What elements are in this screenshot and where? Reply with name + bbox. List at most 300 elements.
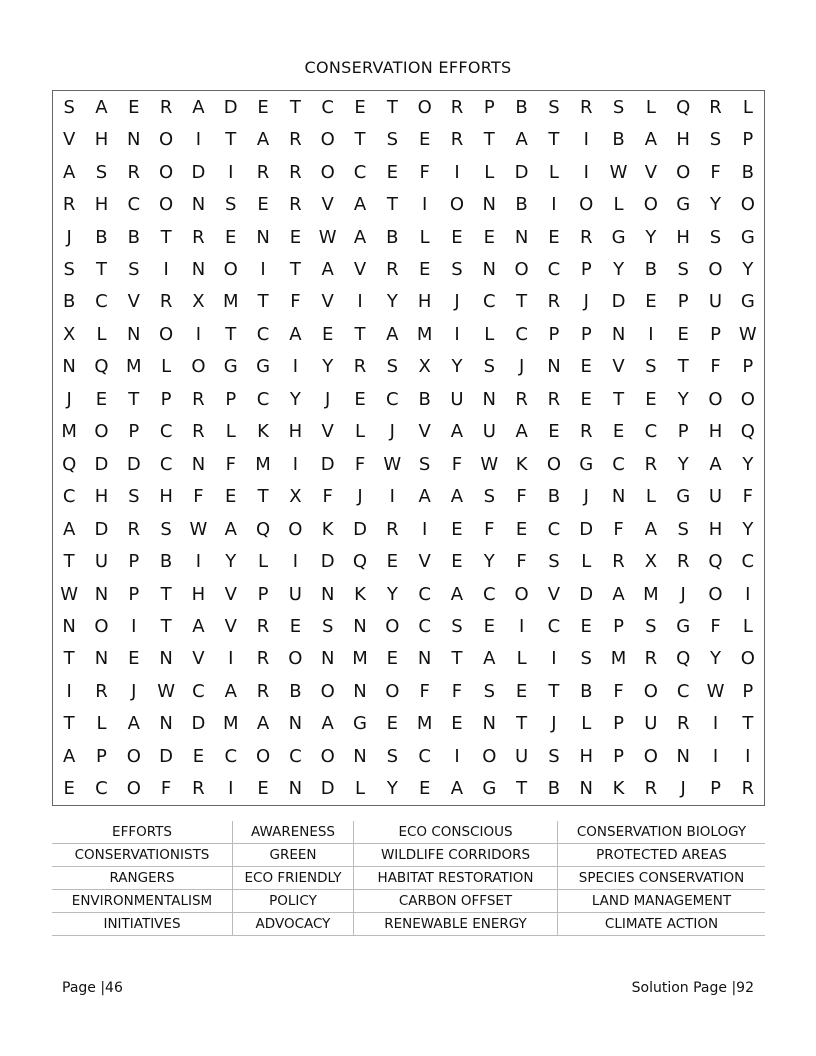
grid-letter: C — [256, 323, 270, 345]
grid-letter: D — [159, 745, 174, 767]
grid-letter: E — [451, 551, 463, 573]
grid-letter: B — [418, 388, 431, 410]
grid-letter: N — [127, 323, 141, 345]
grid-letter: S — [483, 486, 495, 508]
grid-letter: P — [677, 421, 689, 443]
grid-letter: P — [742, 356, 754, 378]
grid-letter: R — [256, 648, 270, 670]
grid-letter: R — [579, 226, 593, 248]
grid-letter: A — [289, 323, 302, 345]
grid-letter: N — [482, 388, 497, 410]
grid-letter: H — [708, 518, 723, 540]
grid-letter: R — [709, 96, 722, 118]
grid-letter: J — [357, 486, 363, 508]
grid-letter: R — [192, 421, 205, 443]
grid-letter: O — [708, 583, 723, 605]
grid-letter: I — [551, 648, 557, 670]
word-list-item: GREEN — [233, 844, 354, 867]
grid-letter: B — [547, 486, 561, 508]
grid-letter: R — [353, 356, 367, 378]
grid-letter: N — [482, 194, 497, 216]
grid-letter: N — [191, 453, 206, 475]
grid-letter: K — [612, 778, 625, 800]
grid-letter: B — [386, 226, 399, 248]
grid-letter: S — [548, 551, 560, 573]
grid-letter: Q — [62, 453, 77, 475]
grid-letter: D — [320, 453, 335, 475]
grid-letter: O — [320, 745, 335, 767]
grid-letter: A — [644, 129, 658, 151]
grid-letter: C — [515, 323, 528, 345]
grid-letter: S — [483, 356, 495, 378]
grid-letter: R — [127, 518, 141, 540]
grid-letter: G — [223, 356, 238, 378]
grid-letter: C — [95, 778, 108, 800]
grid-letter: R — [547, 291, 561, 313]
grid-letter: C — [159, 421, 173, 443]
grid-letter: C — [62, 486, 76, 508]
grid-letter: A — [127, 713, 140, 735]
grid-letter: S — [709, 226, 722, 248]
grid-letter: S — [645, 615, 657, 637]
grid-letter: D — [320, 551, 335, 573]
grid-letter: Q — [94, 356, 109, 378]
grid-letter: I — [421, 194, 428, 216]
grid-letter: O — [676, 161, 691, 183]
grid-letter: A — [192, 615, 205, 637]
grid-letter: E — [386, 713, 399, 735]
grid-letter: D — [191, 713, 206, 735]
grid-letter: M — [352, 648, 368, 670]
grid-letter: H — [191, 583, 206, 605]
grid-letter: T — [257, 486, 269, 508]
grid-letter: T — [613, 388, 625, 410]
grid-letter: R — [644, 453, 658, 475]
grid-letter: S — [225, 194, 237, 216]
grid-letter: M — [255, 453, 271, 475]
grid-letter: F — [710, 161, 721, 183]
grid-letter: B — [612, 129, 625, 151]
grid-letter: I — [518, 615, 525, 637]
grid-letter: C — [224, 745, 238, 767]
grid-letter: T — [742, 713, 754, 735]
grid-letter: A — [62, 518, 76, 540]
word-list-item: INITIATIVES — [52, 913, 233, 936]
grid-letter: O — [126, 745, 141, 767]
grid-letter: P — [128, 551, 140, 573]
grid-letter: A — [353, 194, 367, 216]
grid-letter: E — [386, 551, 399, 573]
grid-letter: R — [579, 421, 593, 443]
grid-letter: A — [224, 518, 237, 540]
grid-letter: T — [160, 226, 172, 248]
grid-letter: F — [193, 486, 204, 508]
grid-letter: E — [192, 745, 205, 767]
grid-letter: N — [62, 615, 76, 637]
grid-letter: D — [191, 161, 206, 183]
grid-letter: E — [289, 226, 302, 248]
grid-letter: F — [451, 453, 463, 475]
grid-letter: R — [450, 96, 464, 118]
grid-letter: R — [256, 615, 270, 637]
grid-letter: O — [514, 583, 529, 605]
grid-letter: N — [94, 583, 109, 605]
grid-letter: Y — [677, 388, 689, 410]
grid-letter: J — [583, 291, 589, 313]
grid-letter: R — [386, 258, 399, 280]
grid-letter: O — [708, 388, 723, 410]
grid-letter: O — [417, 96, 432, 118]
grid-letter: I — [745, 583, 751, 605]
grid-letter: T — [548, 129, 560, 151]
grid-letter: M — [643, 583, 659, 605]
grid-letter: A — [224, 680, 237, 702]
grid-letter: C — [547, 615, 561, 637]
grid-letter: W — [318, 226, 337, 248]
grid-letter: O — [546, 453, 561, 475]
grid-letter: U — [482, 421, 496, 443]
grid-letter: L — [96, 713, 107, 735]
grid-letter: F — [419, 161, 430, 183]
grid-letter: N — [611, 323, 626, 345]
word-list-item: ECO FRIENDLY — [233, 867, 354, 890]
grid-letter: E — [451, 713, 463, 735]
grid-letter: H — [94, 129, 109, 151]
grid-letter: I — [583, 129, 589, 151]
grid-letter: T — [516, 713, 528, 735]
grid-letter: E — [645, 291, 657, 313]
grid-letter: Q — [708, 551, 723, 573]
grid-letter: I — [454, 161, 460, 183]
grid-letter: I — [228, 778, 234, 800]
grid-letter: R — [127, 161, 141, 183]
grid-letter: R — [159, 96, 173, 118]
grid-letter: V — [224, 583, 237, 605]
grid-letter: N — [320, 648, 335, 670]
grid-letter: S — [612, 96, 625, 118]
grid-letter: R — [644, 778, 658, 800]
grid-letter: L — [225, 421, 236, 443]
grid-letter: D — [223, 96, 238, 118]
grid-letter: A — [62, 745, 76, 767]
grid-letter: E — [418, 258, 431, 280]
grid-letter: E — [386, 648, 399, 670]
grid-letter: N — [94, 648, 109, 670]
grid-letter: G — [353, 713, 367, 735]
grid-letter: E — [580, 356, 592, 378]
grid-letter: E — [580, 388, 592, 410]
grid-letter: T — [516, 291, 528, 313]
grid-letter: R — [547, 388, 561, 410]
grid-letter: R — [515, 388, 528, 410]
grid-letter: E — [257, 194, 269, 216]
grid-letter: T — [257, 291, 269, 313]
grid-letter: E — [257, 778, 269, 800]
grid-letter: A — [192, 96, 205, 118]
grid-letter: N — [256, 226, 270, 248]
grid-letter: E — [580, 615, 592, 637]
grid-letter: S — [128, 486, 140, 508]
grid-letter: S — [321, 615, 334, 637]
grid-letter: E — [63, 778, 75, 800]
grid-letter: C — [321, 96, 334, 118]
word-list-row — [52, 913, 765, 936]
grid-letter: T — [289, 258, 301, 280]
grid-letter: D — [611, 291, 626, 313]
grid-letter: E — [483, 615, 495, 637]
grid-letter: P — [742, 680, 754, 702]
grid-letter: Y — [710, 194, 722, 216]
page-number: Page |46 — [62, 980, 123, 996]
grid-letter: R — [676, 713, 690, 735]
grid-letter: N — [417, 648, 432, 670]
grid-letter: C — [483, 291, 496, 313]
grid-letter: O — [255, 745, 271, 767]
grid-letter: F — [742, 486, 753, 508]
grid-letter: W — [480, 453, 499, 475]
grid-letter: X — [192, 291, 205, 313]
grid-letter: B — [741, 161, 754, 183]
grid-letter: I — [712, 713, 719, 735]
grid-letter: T — [451, 648, 463, 670]
grid-letter: X — [289, 486, 302, 508]
word-list-item: CONSERVATION BIOLOGY — [558, 821, 766, 844]
grid-letter: E — [322, 323, 334, 345]
grid-letter: W — [60, 583, 79, 605]
grid-letter: B — [62, 291, 76, 313]
grid-letter: Y — [322, 356, 334, 378]
grid-letter: P — [580, 323, 592, 345]
grid-letter: R — [256, 680, 270, 702]
grid-letter: N — [514, 226, 529, 248]
grid-letter: Y — [645, 226, 657, 248]
grid-letter: S — [548, 745, 560, 767]
grid-letter: E — [386, 161, 399, 183]
grid-letter: L — [96, 323, 107, 345]
grid-letter: I — [195, 323, 202, 345]
grid-letter: X — [644, 551, 658, 573]
grid-letter: U — [708, 291, 723, 313]
grid-letter: L — [548, 161, 559, 183]
grid-letter: K — [354, 583, 366, 605]
grid-letter: I — [421, 518, 428, 540]
grid-letter: L — [516, 648, 527, 670]
grid-letter: N — [611, 486, 626, 508]
word-list-item: CLIMATE ACTION — [558, 913, 766, 936]
word-list-item: LAND MANAGEMENT — [558, 890, 766, 913]
grid-letter: T — [95, 258, 107, 280]
grid-letter: A — [353, 226, 367, 248]
grid-letter: R — [289, 194, 302, 216]
grid-letter: F — [451, 680, 463, 702]
grid-letter: H — [159, 486, 173, 508]
word-list-item: ENVIRONMENTALISM — [52, 890, 233, 913]
grid-letter: L — [581, 551, 592, 573]
grid-letter: P — [742, 129, 754, 151]
grid-letter: P — [710, 778, 721, 800]
grid-letter: I — [195, 551, 202, 573]
grid-letter: C — [353, 161, 367, 183]
grid-letter: O — [94, 421, 109, 443]
grid-letter: P — [677, 291, 689, 313]
grid-letter: S — [386, 745, 399, 767]
grid-letter: I — [131, 615, 137, 637]
grid-letter: F — [419, 680, 430, 702]
grid-letter: E — [483, 226, 495, 248]
grid-letter: N — [482, 713, 497, 735]
grid-letter: R — [62, 194, 76, 216]
grid-letter: K — [257, 421, 269, 443]
grid-letter: U — [288, 583, 302, 605]
grid-letter: T — [63, 648, 75, 670]
grid-letter: I — [454, 323, 460, 345]
grid-letter: N — [353, 615, 367, 637]
grid-letter: I — [66, 680, 72, 702]
grid-letter: N — [579, 778, 593, 800]
grid-letter: F — [225, 453, 236, 475]
grid-letter: H — [676, 129, 690, 151]
word-list-item: WILDLIFE CORRIDORS — [354, 844, 558, 867]
grid-letter: R — [579, 96, 593, 118]
grid-letter: O — [94, 615, 109, 637]
grid-letter: Y — [710, 648, 722, 670]
grid-letter: V — [62, 129, 76, 151]
grid-letter: T — [225, 323, 237, 345]
grid-letter: L — [581, 713, 592, 735]
grid-letter: A — [515, 129, 528, 151]
grid-letter: O — [643, 680, 658, 702]
grid-letter: O — [159, 323, 174, 345]
grid-letter: B — [580, 680, 593, 702]
grid-letter: R — [159, 291, 173, 313]
grid-letter: A — [418, 486, 431, 508]
grid-letter: W — [383, 453, 402, 475]
grid-letter: M — [126, 356, 142, 378]
grid-letter: O — [740, 388, 755, 410]
letter-grid — [52, 90, 765, 806]
grid-letter: T — [677, 356, 689, 378]
grid-letter: V — [224, 615, 237, 637]
grid-letter: B — [547, 778, 561, 800]
grid-letter: N — [676, 745, 690, 767]
grid-letter: T — [160, 583, 172, 605]
grid-letter: O — [514, 258, 529, 280]
grid-letter: O — [385, 615, 400, 637]
grid-letter: S — [128, 258, 140, 280]
grid-letter: F — [322, 486, 333, 508]
grid-letter: E — [451, 518, 463, 540]
grid-letter: O — [579, 194, 594, 216]
grid-letter: N — [320, 583, 335, 605]
grid-letter: M — [416, 713, 433, 735]
grid-letter: F — [516, 551, 527, 573]
grid-letter: P — [613, 713, 624, 735]
grid-letter: E — [225, 486, 237, 508]
grid-letter: Q — [255, 518, 271, 540]
grid-letter: C — [483, 583, 496, 605]
grid-letter: F — [613, 680, 624, 702]
grid-letter: A — [386, 323, 399, 345]
grid-letter: E — [95, 388, 108, 410]
grid-letter: L — [645, 486, 656, 508]
grid-letter: H — [676, 226, 690, 248]
grid-letter: T — [63, 551, 75, 573]
grid-letter: O — [740, 194, 755, 216]
grid-letter: K — [515, 453, 528, 475]
grid-letter: E — [418, 778, 431, 800]
grid-letter: J — [680, 778, 686, 800]
grid-letter: B — [159, 551, 173, 573]
grid-letter: O — [320, 129, 335, 151]
grid-letter: N — [547, 356, 561, 378]
page-title: CONSERVATION EFFORTS — [304, 58, 512, 77]
grid-letter: G — [740, 226, 755, 248]
grid-letter: C — [256, 388, 270, 410]
grid-letter: L — [742, 96, 753, 118]
grid-letter: I — [583, 161, 589, 183]
grid-letter: I — [745, 745, 751, 767]
grid-letter: R — [676, 551, 690, 573]
grid-letter: D — [579, 583, 594, 605]
grid-letter: J — [325, 388, 331, 410]
grid-letter: T — [160, 615, 172, 637]
grid-letter: E — [515, 680, 528, 702]
grid-letter: V — [321, 421, 334, 443]
grid-letter: O — [740, 648, 755, 670]
grid-letter: J — [389, 421, 395, 443]
grid-letter: N — [191, 258, 206, 280]
grid-letter: L — [645, 96, 656, 118]
grid-letter: W — [157, 680, 176, 702]
grid-letter: S — [386, 129, 399, 151]
grid-letter: V — [321, 194, 334, 216]
grid-letter: S — [160, 518, 172, 540]
grid-letter: V — [418, 421, 431, 443]
grid-letter: G — [482, 778, 497, 800]
grid-letter: N — [159, 648, 173, 670]
grid-letter: D — [94, 518, 109, 540]
grid-letter: T — [63, 713, 75, 735]
grid-letter: H — [708, 421, 723, 443]
grid-letter: P — [580, 258, 592, 280]
grid-letter: L — [355, 778, 366, 800]
grid-letter: T — [516, 778, 528, 800]
grid-letter: E — [354, 388, 366, 410]
grid-letter: T — [289, 96, 301, 118]
word-list-item: AWARENESS — [233, 821, 354, 844]
word-list-row — [52, 821, 765, 844]
grid-letter: O — [643, 745, 658, 767]
grid-letter: I — [389, 486, 395, 508]
word-list-item: POLICY — [233, 890, 354, 913]
word-list — [52, 821, 765, 936]
grid-letter: J — [66, 388, 72, 410]
grid-letter: W — [609, 161, 628, 183]
word-list-item: ECO CONSCIOUS — [354, 821, 558, 844]
grid-letter: B — [515, 194, 528, 216]
grid-letter: L — [355, 421, 366, 443]
grid-letter: R — [450, 129, 464, 151]
grid-letter: E — [257, 96, 269, 118]
grid-letter: E — [128, 648, 140, 670]
grid-letter: C — [127, 194, 141, 216]
grid-letter: O — [482, 745, 497, 767]
grid-letter: A — [450, 421, 464, 443]
grid-letter: O — [449, 194, 465, 216]
grid-letter: I — [228, 648, 234, 670]
grid-letter: S — [709, 129, 722, 151]
grid-letter: B — [95, 226, 108, 248]
